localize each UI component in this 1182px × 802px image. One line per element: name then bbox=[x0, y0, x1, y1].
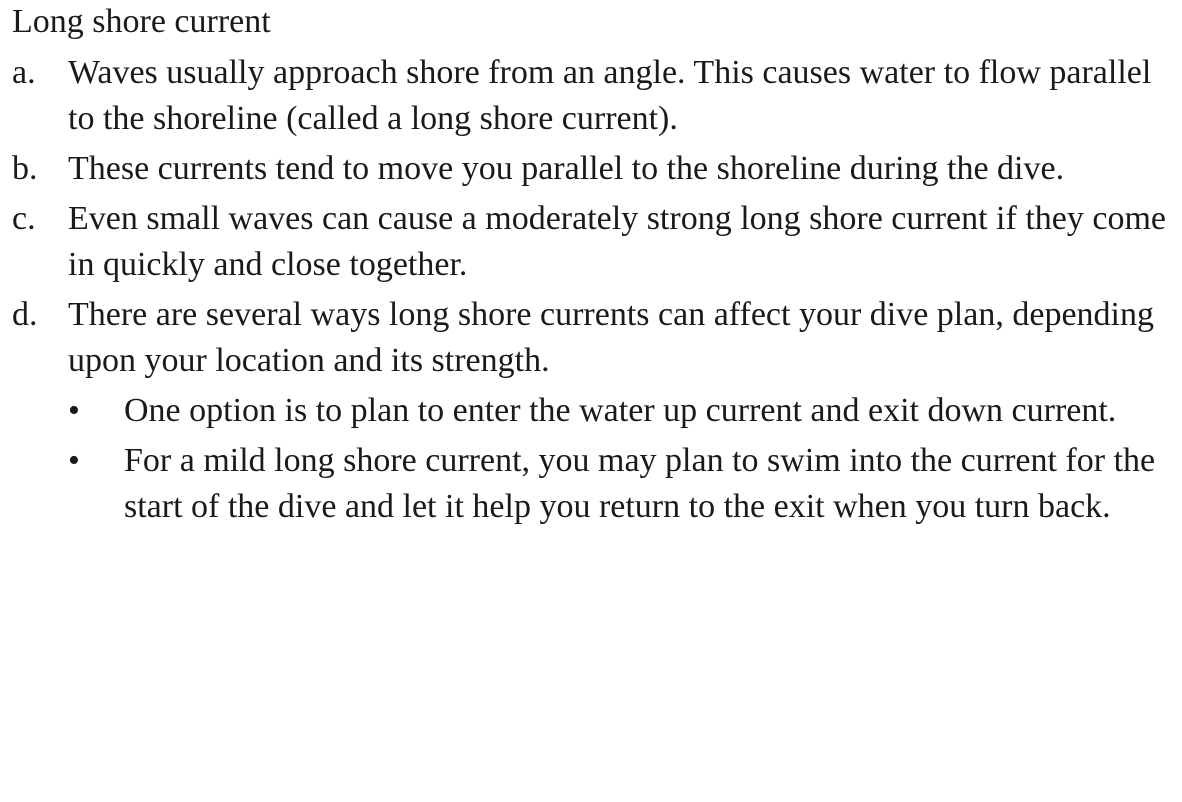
bullet-item bbox=[68, 438, 1177, 530]
list-item-b bbox=[12, 146, 1177, 192]
list-item-text: There are several ways long shore currents can affect your dive plan, depending upon your location and its strength. bbox=[68, 296, 1154, 379]
list-item-c bbox=[12, 196, 1177, 288]
list-marker: a. bbox=[12, 54, 36, 91]
bullet-icon: • bbox=[68, 392, 80, 429]
list-marker: c. bbox=[12, 200, 36, 237]
list-item-a bbox=[12, 50, 1177, 142]
section-heading: Long shore current bbox=[12, 3, 271, 40]
document-body bbox=[12, 0, 1177, 534]
bullet-list bbox=[68, 388, 1177, 530]
list-item-text: These currents tend to move you parallel to the shoreline during the dive. bbox=[68, 150, 1065, 187]
bullet-icon: • bbox=[68, 442, 80, 479]
list-marker: b. bbox=[12, 150, 38, 187]
bullet-text: For a mild long shore current, you may plan to swim into the current for the start of the dive and let it help you return to the exit when you turn back. bbox=[124, 442, 1156, 525]
bullet-text: One option is to plan to enter the water up current and exit down current. bbox=[124, 392, 1117, 429]
list-item-text: Waves usually approach shore from an angle. This causes water to flow parallel to the shoreline (called a long shore current). bbox=[68, 54, 1152, 137]
list-item-d bbox=[12, 292, 1177, 384]
list-marker: d. bbox=[12, 296, 38, 333]
list-item-text: Even small waves can cause a moderately strong long shore current if they come in quickly and close together. bbox=[68, 200, 1166, 283]
bullet-item bbox=[68, 388, 1177, 434]
